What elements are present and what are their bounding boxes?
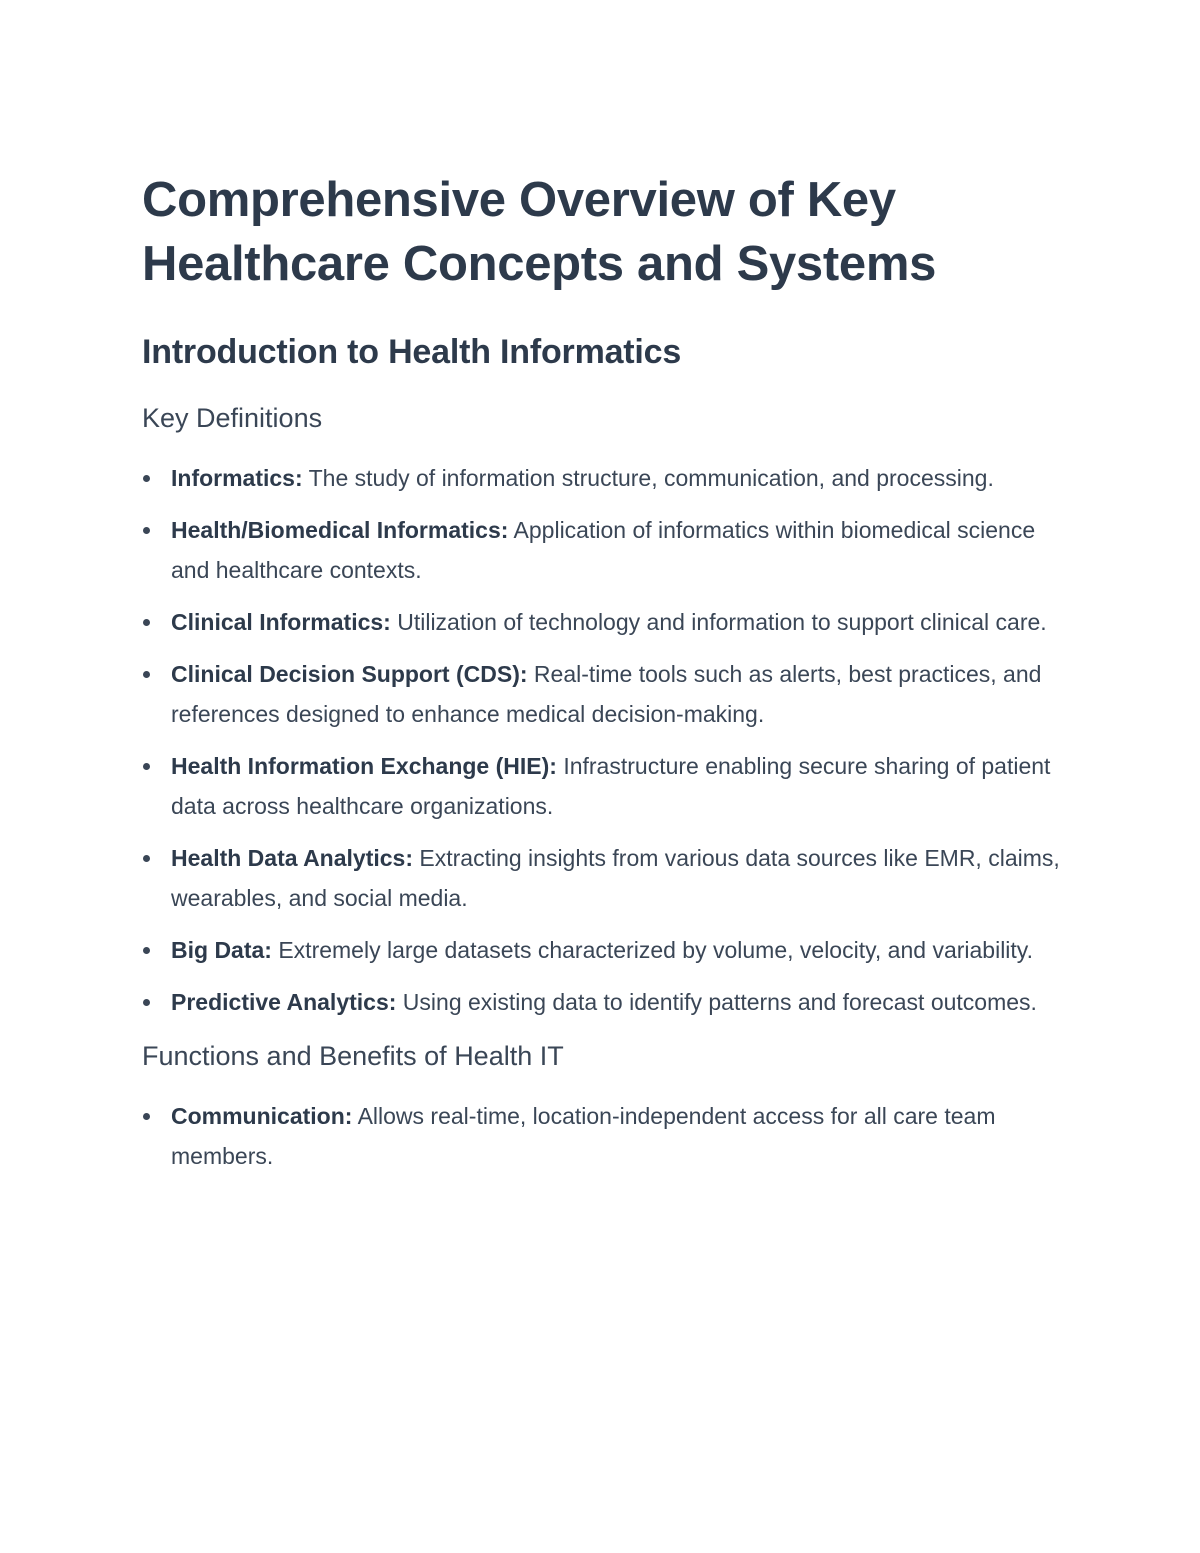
- definition-text: The study of information structure, communication, and processing.: [302, 465, 994, 491]
- definition-text: Using existing data to identify patterns and forecast outcomes.: [396, 989, 1037, 1015]
- bullet-icon: [143, 999, 150, 1006]
- list-item: [142, 602, 1062, 642]
- bullet-icon: [143, 855, 150, 862]
- list-item: [142, 982, 1062, 1022]
- bullet-icon: [143, 763, 150, 770]
- definition-term: Health Information Exchange (HIE):: [171, 753, 557, 779]
- bullet-icon: [143, 671, 150, 678]
- list-item: [142, 654, 1062, 734]
- definition-text: Infrastructure enabling secure sharing of patient data across healthcare organizations.: [171, 753, 1051, 819]
- definition-term: Health/Biomedical Informatics:: [171, 517, 509, 543]
- functions-list: [142, 1096, 1062, 1176]
- definition-term: Communication:: [171, 1103, 353, 1129]
- definitions-list: [142, 458, 1062, 1022]
- bullet-icon: [143, 475, 150, 482]
- list-item: [142, 458, 1062, 498]
- bullet-icon: [143, 1113, 150, 1120]
- definition-text: Allows real-time, location-independent access for all care team members.: [171, 1103, 996, 1169]
- definition-term: Clinical Decision Support (CDS):: [171, 661, 528, 687]
- definition-text: Utilization of technology and information to support clinical care.: [390, 609, 1047, 635]
- definition-text: Real-time tools such as alerts, best practices, and references designed to enhance medical decision-making.: [171, 661, 1042, 727]
- definition-term: Health Data Analytics:: [171, 845, 413, 871]
- list-item: [142, 510, 1062, 590]
- list-item: [142, 930, 1062, 970]
- subsection-heading-key-definitions: Key Definitions: [142, 403, 323, 433]
- bullet-icon: [143, 947, 150, 954]
- definition-text: Application of informatics within biomedical science and healthcare contexts.: [171, 517, 1036, 583]
- bullet-icon: [143, 527, 150, 534]
- section-heading: Introduction to Health Informatics: [142, 333, 682, 371]
- bullet-icon: [143, 619, 150, 626]
- document-title: Comprehensive Overview of Key Healthcare Concepts and Systems: [142, 173, 937, 291]
- document-page: [142, 168, 1062, 1188]
- definition-term: Clinical Informatics:: [171, 609, 391, 635]
- list-item: [142, 1096, 1062, 1176]
- definition-term: Informatics:: [171, 465, 303, 491]
- definition-term: Big Data:: [171, 937, 272, 963]
- definition-text: Extremely large datasets characterized by volume, velocity, and variability.: [271, 937, 1033, 963]
- list-item: [142, 746, 1062, 826]
- subsection-heading-functions-benefits: Functions and Benefits of Health IT: [142, 1041, 564, 1071]
- definition-text: Extracting insights from various data sources like EMR, claims, wearables, and social media.: [171, 845, 1060, 911]
- definition-term: Predictive Analytics:: [171, 989, 397, 1015]
- list-item: [142, 838, 1062, 918]
